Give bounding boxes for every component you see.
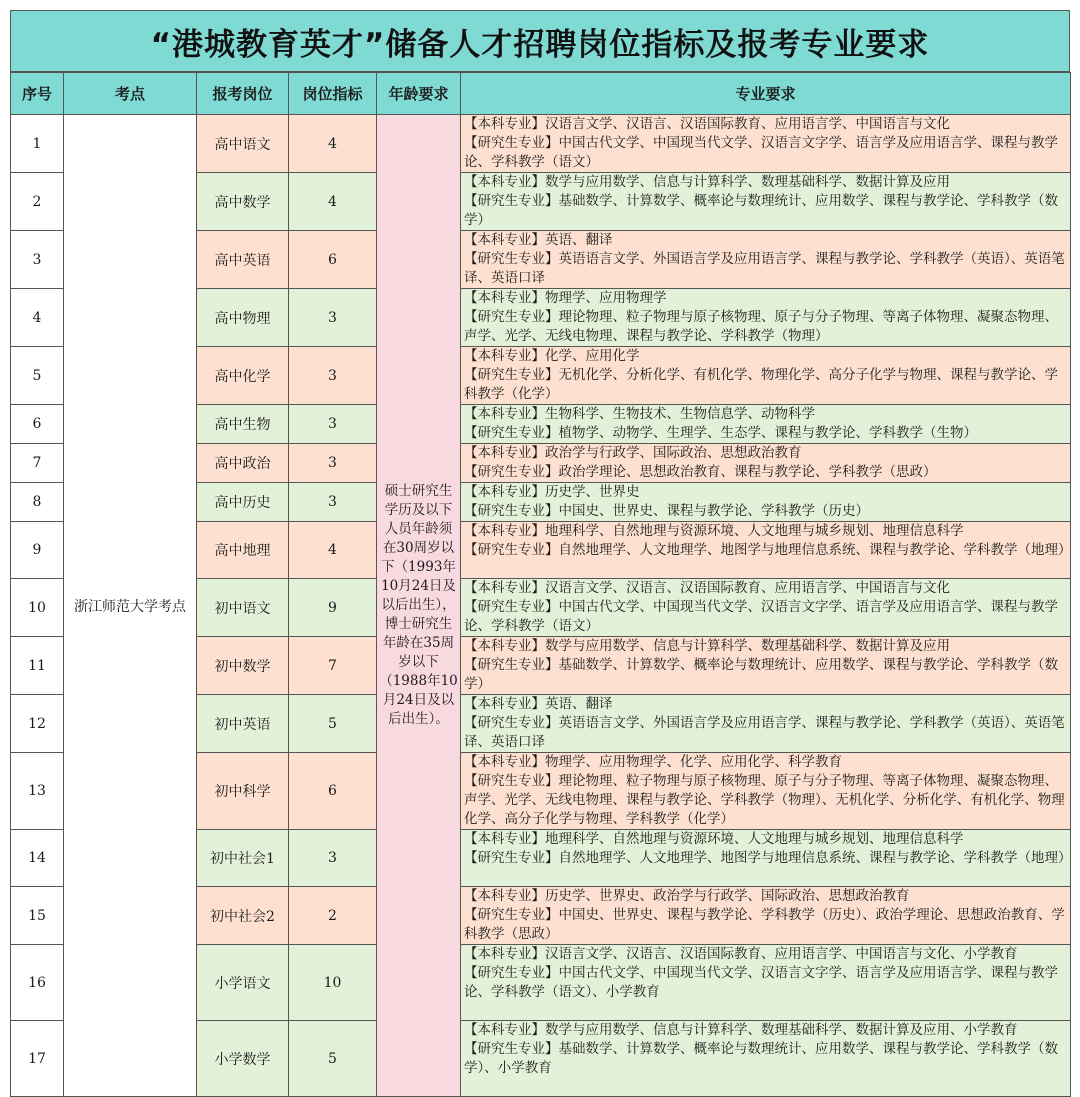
header-no: 序号	[11, 73, 64, 115]
cell-major-requirement	[461, 579, 1071, 637]
cell-position: 高中化学	[197, 347, 289, 405]
graduate-major-line: 【研究生专业】中国史、世界史、课程与教学论、学科教学（历史）	[464, 503, 869, 519]
cell-position: 初中社会1	[197, 830, 289, 887]
cell-quota: 3	[289, 830, 377, 887]
cell-no: 3	[11, 231, 64, 289]
cell-no: 8	[11, 483, 64, 522]
cell-position: 高中语文	[197, 115, 289, 173]
graduate-major-line: 【研究生专业】理论物理、粒子物理与原子核物理、原子与分子物理、等离子体物理、凝聚态物理、声学、光学、无线电物理、课程与教学论、学科教学（物理）	[464, 309, 1058, 344]
graduate-major-line: 【研究生专业】无机化学、分析化学、有机化学、物理化学、高分子化学与物理、课程与教学论、学科教学（化学）	[464, 367, 1058, 402]
undergrad-major-line: 【本科专业】生物科学、生物技术、生物信息学、动物科学	[464, 406, 815, 422]
cell-quota: 7	[289, 637, 377, 695]
cell-major-requirement	[461, 945, 1071, 1021]
undergrad-major-line: 【本科专业】历史学、世界史、政治学与行政学、国际政治、思想政治教育	[464, 888, 910, 904]
graduate-major-line: 【研究生专业】基础数学、计算数学、概率论与数理统计、应用数学、课程与教学论、学科教学（数学）、小学教育	[464, 1041, 1058, 1076]
header-row	[11, 73, 1071, 115]
undergrad-major-line: 【本科专业】汉语言文学、汉语言、汉语国际教育、应用语言学、中国语言与文化、小学教育	[464, 946, 1018, 962]
cell-no: 5	[11, 347, 64, 405]
cell-major-requirement	[461, 830, 1071, 887]
undergrad-major-line: 【本科专业】化学、应用化学	[464, 348, 640, 364]
cell-no: 4	[11, 289, 64, 347]
cell-major-requirement	[461, 444, 1071, 483]
cell-quota: 10	[289, 945, 377, 1021]
cell-location: 浙江师范大学考点	[64, 115, 197, 1097]
cell-no: 1	[11, 115, 64, 173]
cell-major-requirement	[461, 115, 1071, 173]
cell-major-requirement	[461, 522, 1071, 579]
cell-position: 小学语文	[197, 945, 289, 1021]
cell-quota: 6	[289, 753, 377, 830]
header-quota: 岗位指标	[289, 73, 377, 115]
cell-position: 高中英语	[197, 231, 289, 289]
cell-major-requirement	[461, 483, 1071, 522]
cell-quota: 4	[289, 173, 377, 231]
graduate-major-line: 【研究生专业】英语语言文学、外国语言学及应用语言学、课程与教学论、学科教学（英语）、英语笔译、英语口译	[464, 715, 1065, 750]
graduate-major-line: 【研究生专业】中国史、世界史、课程与教学论、学科教学（历史）、政治学理论、思想政治教育、学科教学（思政）	[464, 907, 1065, 942]
cell-major-requirement	[461, 173, 1071, 231]
cell-major-requirement	[461, 405, 1071, 444]
cell-position: 高中物理	[197, 289, 289, 347]
undergrad-major-line: 【本科专业】数学与应用数学、信息与计算科学、数理基础科学、数据计算及应用、小学教育	[464, 1022, 1018, 1038]
cell-quota: 3	[289, 483, 377, 522]
cell-no: 15	[11, 887, 64, 945]
cell-quota: 3	[289, 444, 377, 483]
undergrad-major-line: 【本科专业】地理科学、自然地理与资源环境、人文地理与城乡规划、地理信息科学	[464, 523, 964, 539]
cell-major-requirement	[461, 289, 1071, 347]
cell-no: 17	[11, 1021, 64, 1097]
cell-no: 6	[11, 405, 64, 444]
cell-no: 9	[11, 522, 64, 579]
graduate-major-line: 【研究生专业】基础数学、计算数学、概率论与数理统计、应用数学、课程与教学论、学科教学（数学）	[464, 193, 1058, 228]
cell-position: 初中科学	[197, 753, 289, 830]
graduate-major-line: 【研究生专业】理论物理、粒子物理与原子核物理、原子与分子物理、等离子体物理、凝聚态物理、声学、光学、无线电物理、课程与教学论、学科教学（物理）、无机化学、分析化学、有机化学、物理化学、高分子化学与物理、学科教学（化学）	[464, 773, 1065, 827]
undergrad-major-line: 【本科专业】汉语言文学、汉语言、汉语国际教育、应用语言学、中国语言与文化	[464, 580, 950, 596]
undergrad-major-line: 【本科专业】政治学与行政学、国际政治、思想政治教育	[464, 445, 802, 461]
cell-quota: 4	[289, 115, 377, 173]
cell-position: 高中数学	[197, 173, 289, 231]
recruitment-table	[10, 72, 1071, 1097]
cell-position: 初中数学	[197, 637, 289, 695]
cell-position: 小学数学	[197, 1021, 289, 1097]
graduate-major-line: 【研究生专业】自然地理学、人文地理学、地图学与地理信息系统、课程与教学论、学科教学（地理）	[464, 542, 1072, 558]
graduate-major-line: 【研究生专业】中国古代文学、中国现当代文学、汉语言文字学、语言学及应用语言学、课程与教学论、学科教学（语文）	[464, 135, 1058, 170]
cell-position: 高中地理	[197, 522, 289, 579]
undergrad-major-line: 【本科专业】地理科学、自然地理与资源环境、人文地理与城乡规划、地理信息科学	[464, 831, 964, 847]
cell-quota: 3	[289, 347, 377, 405]
cell-major-requirement	[461, 753, 1071, 830]
cell-age-requirement: 硕士研究生学历及以下人员年龄须在30周岁以下（1993年10月24日及以后出生），博士研究生年龄在35周岁以下（1988年10月24日及以后出生）。	[377, 115, 461, 1097]
undergrad-major-line: 【本科专业】数学与应用数学、信息与计算科学、数理基础科学、数据计算及应用	[464, 174, 950, 190]
header-position: 报考岗位	[197, 73, 289, 115]
cell-quota: 2	[289, 887, 377, 945]
cell-major-requirement	[461, 637, 1071, 695]
undergrad-major-line: 【本科专业】物理学、应用物理学、化学、应用化学、科学教育	[464, 754, 842, 770]
cell-no: 11	[11, 637, 64, 695]
graduate-major-line: 【研究生专业】基础数学、计算数学、概率论与数理统计、应用数学、课程与教学论、学科教学（数学）	[464, 657, 1058, 692]
undergrad-major-line: 【本科专业】英语、翻译	[464, 696, 613, 712]
cell-quota: 3	[289, 405, 377, 444]
cell-quota: 4	[289, 522, 377, 579]
cell-position: 高中政治	[197, 444, 289, 483]
cell-no: 13	[11, 753, 64, 830]
header-location: 考点	[64, 73, 197, 115]
header-major: 专业要求	[461, 73, 1071, 115]
undergrad-major-line: 【本科专业】数学与应用数学、信息与计算科学、数理基础科学、数据计算及应用	[464, 638, 950, 654]
cell-position: 高中历史	[197, 483, 289, 522]
graduate-major-line: 【研究生专业】中国古代文学、中国现当代文学、汉语言文字学、语言学及应用语言学、课程与教学论、学科教学（语文）、小学教育	[464, 965, 1058, 1000]
undergrad-major-line: 【本科专业】物理学、应用物理学	[464, 290, 667, 306]
cell-no: 7	[11, 444, 64, 483]
cell-major-requirement	[461, 887, 1071, 945]
page-title: “港城教育英才”储备人才招聘岗位指标及报考专业要求	[10, 10, 1070, 72]
cell-quota: 3	[289, 289, 377, 347]
cell-no: 14	[11, 830, 64, 887]
cell-no: 2	[11, 173, 64, 231]
table-row	[11, 115, 1071, 173]
graduate-major-line: 【研究生专业】植物学、动物学、生理学、生态学、课程与教学论、学科教学（生物）	[464, 425, 977, 441]
cell-position: 高中生物	[197, 405, 289, 444]
cell-no: 16	[11, 945, 64, 1021]
cell-quota: 9	[289, 579, 377, 637]
cell-quota: 6	[289, 231, 377, 289]
cell-quota: 5	[289, 1021, 377, 1097]
graduate-major-line: 【研究生专业】自然地理学、人文地理学、地图学与地理信息系统、课程与教学论、学科教学（地理）	[464, 850, 1072, 866]
cell-no: 12	[11, 695, 64, 753]
undergrad-major-line: 【本科专业】历史学、世界史	[464, 484, 640, 500]
graduate-major-line: 【研究生专业】政治学理论、思想政治教育、课程与教学论、学科教学（思政）	[464, 464, 937, 480]
cell-major-requirement	[461, 695, 1071, 753]
undergrad-major-line: 【本科专业】英语、翻译	[464, 232, 613, 248]
table-body	[11, 115, 1071, 1097]
cell-no: 10	[11, 579, 64, 637]
header-age: 年龄要求	[377, 73, 461, 115]
cell-major-requirement	[461, 347, 1071, 405]
cell-position: 初中语文	[197, 579, 289, 637]
cell-quota: 5	[289, 695, 377, 753]
cell-position: 初中英语	[197, 695, 289, 753]
cell-major-requirement	[461, 1021, 1071, 1097]
graduate-major-line: 【研究生专业】英语语言文学、外国语言学及应用语言学、课程与教学论、学科教学（英语）、英语笔译、英语口译	[464, 251, 1065, 286]
cell-major-requirement	[461, 231, 1071, 289]
cell-position: 初中社会2	[197, 887, 289, 945]
undergrad-major-line: 【本科专业】汉语言文学、汉语言、汉语国际教育、应用语言学、中国语言与文化	[464, 116, 950, 132]
graduate-major-line: 【研究生专业】中国古代文学、中国现当代文学、汉语言文字学、语言学及应用语言学、课程与教学论、学科教学（语文）	[464, 599, 1058, 634]
